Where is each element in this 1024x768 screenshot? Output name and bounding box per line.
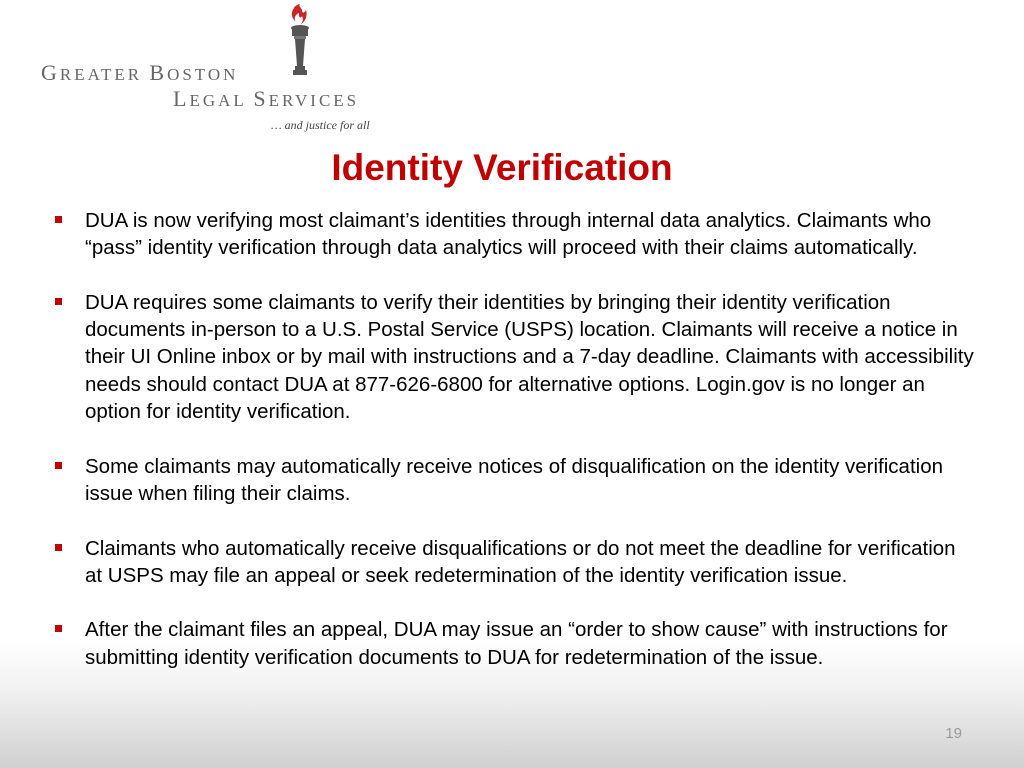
square-bullet-icon xyxy=(55,462,62,469)
bullet-item xyxy=(55,616,975,671)
bullet-text: DUA is now verifying most claimant’s identities through internal data analytics. Claimants who “pass” identity verification through data analytics will proceed with their claims automatically. xyxy=(85,209,932,260)
bullet-text: Claimants who automatically receive disqualifications or do not meet the deadline for verification at USPS may file an appeal or seek redetermination of the identity verification issue. xyxy=(85,536,956,587)
bullet-text: DUA requires some claimants to verify their identities by bringing their identity verification documents in-person to a U.S. Postal Service (USPS) location. Claimants will receive a notice in their UI Online inbox or by mail with instructions and a 7-day deadline. Claimants with accessibility needs should contact DUA at 877-626-6800 for alternative options. Login.gov is no longer an option for identity verification. xyxy=(85,290,974,424)
square-bullet-icon xyxy=(55,216,62,223)
logo-wordmark-line2: LEGAL SERVICES xyxy=(173,86,360,111)
square-bullet-icon xyxy=(55,298,62,305)
square-bullet-icon xyxy=(55,625,62,632)
bullet-text: After the claimant files an appeal, DUA may issue an “order to show cause” with instructions for submitting identity verification documents to DUA for redetermination of the issue. xyxy=(85,618,948,669)
slide-title: Identity Verification xyxy=(331,147,673,188)
torch-icon xyxy=(280,4,320,80)
bullet-item xyxy=(55,535,975,590)
bullet-item xyxy=(55,289,975,425)
bullet-text: Some claimants may automatically receive notices of disqualification on the identity verification issue when filing their claims. xyxy=(85,454,943,505)
page-number: 19 xyxy=(945,725,962,742)
bullet-item xyxy=(55,207,975,262)
organization-logo xyxy=(0,0,400,140)
bullet-list xyxy=(55,207,975,698)
square-bullet-icon xyxy=(55,544,62,551)
logo-wordmark-line1: GREATER BOSTON xyxy=(41,60,239,85)
bullet-item xyxy=(55,453,975,508)
logo-tagline: … and justice for all xyxy=(271,118,370,132)
